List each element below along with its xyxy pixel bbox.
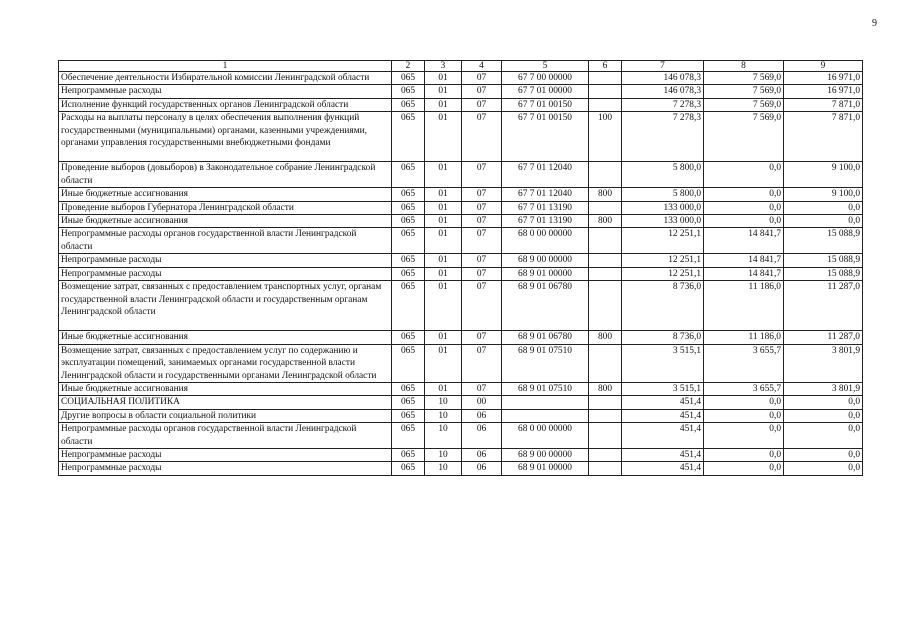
- cell-amount-col7: 133 000,0: [622, 201, 704, 214]
- cell-subsection: 07: [462, 228, 502, 254]
- budget-table: [58, 60, 863, 476]
- cell-section: 01: [425, 201, 462, 214]
- table-row: [59, 112, 863, 162]
- cell-amount-col9: 15 088,9: [784, 254, 863, 267]
- cell-amount-col8: 0,0: [704, 423, 784, 449]
- cell-expense-type: [589, 162, 622, 188]
- cell-subsection: 06: [462, 462, 502, 475]
- cell-expense-type: [589, 228, 622, 254]
- cell-admin-code: 065: [392, 254, 425, 267]
- cell-expense-type: [589, 344, 622, 382]
- cell-section: 01: [425, 112, 462, 162]
- row-name: Возмещение затрат, связанных с предоставлением услуг по содержанию и эксплуатации помещений, занимаемых органами государственной власти Ленинградской области и государственными органами Ленинградской области: [59, 344, 392, 382]
- table-row: [59, 281, 863, 331]
- row-name: Другие вопросы в области социальной политики: [59, 409, 392, 422]
- cell-amount-col9: 11 287,0: [784, 281, 863, 331]
- cell-subsection: 07: [462, 98, 502, 111]
- cell-subsection: 07: [462, 215, 502, 228]
- cell-amount-col9: 15 088,9: [784, 267, 863, 280]
- cell-amount-col7: 7 278,3: [622, 112, 704, 162]
- table-row: [59, 409, 863, 422]
- row-name: Проведение выборов Губернатора Ленинградской области: [59, 201, 392, 214]
- cell-subsection: 07: [462, 281, 502, 331]
- table-row: [59, 423, 863, 449]
- cell-section: 01: [425, 188, 462, 201]
- cell-amount-col7: 451,4: [622, 409, 704, 422]
- row-name: Обеспечение деятельности Избирательной комиссии Ленинградской области: [59, 72, 392, 85]
- cell-amount-col9: 15 088,9: [784, 228, 863, 254]
- cell-amount-col8: 7 569,0: [704, 98, 784, 111]
- table-row: [59, 254, 863, 267]
- cell-amount-col7: 451,4: [622, 396, 704, 409]
- cell-amount-col9: 0,0: [784, 215, 863, 228]
- col-header-2: 2: [392, 61, 425, 72]
- cell-subsection: 07: [462, 331, 502, 344]
- row-name: Иные бюджетные ассигнования: [59, 331, 392, 344]
- cell-section: 01: [425, 98, 462, 111]
- cell-expense-type: [589, 281, 622, 331]
- cell-amount-col9: 11 287,0: [784, 331, 863, 344]
- cell-expense-type: [589, 396, 622, 409]
- cell-expense-type: [589, 72, 622, 85]
- table-row: [59, 344, 863, 382]
- col-header-9: 9: [784, 61, 863, 72]
- cell-amount-col8: 0,0: [704, 396, 784, 409]
- row-name: Расходы на выплаты персоналу в целях обеспечения выполнения функций государственными (муниципальными) органами, казенными учреждениями, органами управления государственными внебюджетными фондами: [59, 112, 392, 162]
- col-header-6: 6: [589, 61, 622, 72]
- cell-admin-code: 065: [392, 85, 425, 98]
- cell-amount-col8: 14 841,7: [704, 267, 784, 280]
- cell-target-article: 68 9 01 00000: [502, 462, 589, 475]
- table-row: [59, 201, 863, 214]
- cell-target-article: 68 9 00 00000: [502, 254, 589, 267]
- cell-section: 10: [425, 396, 462, 409]
- table-row: [59, 448, 863, 461]
- cell-amount-col7: 12 251,1: [622, 228, 704, 254]
- cell-section: 01: [425, 382, 462, 395]
- row-name: Иные бюджетные ассигнования: [59, 215, 392, 228]
- cell-target-article: 67 7 01 13190: [502, 215, 589, 228]
- cell-admin-code: 065: [392, 344, 425, 382]
- row-name: Возмещение затрат, связанных с предоставлением транспортных услуг, органам государственной власти Ленинградской области и государственным органам Ленинградской области: [59, 281, 392, 331]
- cell-target-article: 67 7 01 00150: [502, 98, 589, 111]
- cell-amount-col9: 7 871,0: [784, 112, 863, 162]
- cell-amount-col7: 12 251,1: [622, 267, 704, 280]
- cell-section: 01: [425, 162, 462, 188]
- cell-expense-type: 800: [589, 188, 622, 201]
- cell-subsection: 07: [462, 201, 502, 214]
- cell-amount-col7: 146 078,3: [622, 85, 704, 98]
- table-row: [59, 396, 863, 409]
- cell-subsection: 06: [462, 409, 502, 422]
- cell-subsection: 06: [462, 423, 502, 449]
- cell-amount-col8: 0,0: [704, 448, 784, 461]
- cell-expense-type: [589, 409, 622, 422]
- col-header-7: 7: [622, 61, 704, 72]
- cell-amount-col7: 8 736,0: [622, 331, 704, 344]
- col-header-5: 5: [502, 61, 589, 72]
- cell-amount-col9: 3 801,9: [784, 382, 863, 395]
- cell-admin-code: 065: [392, 215, 425, 228]
- cell-amount-col9: 0,0: [784, 201, 863, 214]
- cell-subsection: 07: [462, 162, 502, 188]
- cell-subsection: 07: [462, 254, 502, 267]
- table-row: [59, 188, 863, 201]
- cell-expense-type: [589, 267, 622, 280]
- row-name: СОЦИАЛЬНАЯ ПОЛИТИКА: [59, 396, 392, 409]
- table-row: [59, 462, 863, 475]
- cell-amount-col8: 0,0: [704, 462, 784, 475]
- cell-amount-col7: 3 515,1: [622, 382, 704, 395]
- cell-target-article: 67 7 00 00000: [502, 72, 589, 85]
- cell-target-article: 68 0 00 00000: [502, 228, 589, 254]
- row-name: Иные бюджетные ассигнования: [59, 188, 392, 201]
- row-name: Непрограммные расходы: [59, 85, 392, 98]
- cell-target-article: 68 9 00 00000: [502, 448, 589, 461]
- header-row: [59, 61, 863, 72]
- cell-expense-type: [589, 254, 622, 267]
- cell-amount-col9: 9 100,0: [784, 162, 863, 188]
- cell-section: 10: [425, 448, 462, 461]
- cell-target-article: 67 7 01 00150: [502, 112, 589, 162]
- cell-expense-type: [589, 423, 622, 449]
- cell-admin-code: 065: [392, 396, 425, 409]
- cell-amount-col9: 0,0: [784, 448, 863, 461]
- cell-expense-type: 800: [589, 331, 622, 344]
- cell-target-article: 67 7 01 13190: [502, 201, 589, 214]
- cell-subsection: 00: [462, 396, 502, 409]
- cell-subsection: 07: [462, 267, 502, 280]
- row-name: Непрограммные расходы: [59, 448, 392, 461]
- cell-amount-col7: 146 078,3: [622, 72, 704, 85]
- table-row: [59, 98, 863, 111]
- cell-admin-code: 065: [392, 188, 425, 201]
- cell-expense-type: [589, 85, 622, 98]
- cell-target-article: 68 9 01 07510: [502, 344, 589, 382]
- col-header-8: 8: [704, 61, 784, 72]
- row-name: Непрограммные расходы: [59, 254, 392, 267]
- cell-amount-col8: 0,0: [704, 215, 784, 228]
- cell-amount-col8: 11 186,0: [704, 331, 784, 344]
- cell-target-article: 67 7 01 12040: [502, 162, 589, 188]
- row-name: Непрограммные расходы органов государственной власти Ленинградской области: [59, 228, 392, 254]
- cell-amount-col8: 3 655,7: [704, 344, 784, 382]
- col-header-4: 4: [462, 61, 502, 72]
- cell-amount-col9: 0,0: [784, 462, 863, 475]
- cell-section: 01: [425, 344, 462, 382]
- cell-admin-code: 065: [392, 423, 425, 449]
- cell-amount-col8: 3 655,7: [704, 382, 784, 395]
- table-body: [59, 72, 863, 476]
- cell-target-article: 68 0 00 00000: [502, 423, 589, 449]
- cell-amount-col7: 451,4: [622, 423, 704, 449]
- table-row: [59, 382, 863, 395]
- cell-subsection: 07: [462, 382, 502, 395]
- table-row: [59, 85, 863, 98]
- cell-admin-code: 065: [392, 112, 425, 162]
- cell-expense-type: [589, 462, 622, 475]
- cell-section: 01: [425, 215, 462, 228]
- cell-section: 01: [425, 331, 462, 344]
- row-name: Непрограммные расходы: [59, 267, 392, 280]
- cell-subsection: 07: [462, 344, 502, 382]
- cell-target-article: 67 7 01 12040: [502, 188, 589, 201]
- cell-section: 10: [425, 423, 462, 449]
- col-header-1: 1: [59, 61, 392, 72]
- cell-subsection: 07: [462, 85, 502, 98]
- page-number: 9: [872, 18, 877, 29]
- cell-amount-col9: 7 871,0: [784, 98, 863, 111]
- cell-amount-col9: 0,0: [784, 409, 863, 422]
- cell-section: 01: [425, 254, 462, 267]
- cell-section: 10: [425, 462, 462, 475]
- cell-amount-col8: 0,0: [704, 409, 784, 422]
- cell-target-article: 68 9 01 00000: [502, 267, 589, 280]
- cell-section: 01: [425, 85, 462, 98]
- cell-subsection: 07: [462, 72, 502, 85]
- table-row: [59, 228, 863, 254]
- cell-admin-code: 065: [392, 267, 425, 280]
- cell-admin-code: 065: [392, 462, 425, 475]
- cell-amount-col9: 0,0: [784, 423, 863, 449]
- row-name: Непрограммные расходы органов государственной власти Ленинградской области: [59, 423, 392, 449]
- cell-amount-col9: 16 971,0: [784, 72, 863, 85]
- cell-target-article: 67 7 01 00000: [502, 85, 589, 98]
- cell-admin-code: 065: [392, 98, 425, 111]
- cell-amount-col8: 7 569,0: [704, 112, 784, 162]
- cell-section: 10: [425, 409, 462, 422]
- cell-amount-col8: 7 569,0: [704, 72, 784, 85]
- cell-expense-type: [589, 201, 622, 214]
- cell-section: 01: [425, 228, 462, 254]
- cell-amount-col8: 0,0: [704, 188, 784, 201]
- row-name: Исполнение функций государственных органов Ленинградской области: [59, 98, 392, 111]
- cell-target-article: 68 9 01 06780: [502, 331, 589, 344]
- cell-amount-col7: 451,4: [622, 462, 704, 475]
- cell-expense-type: 800: [589, 382, 622, 395]
- cell-admin-code: 065: [392, 72, 425, 85]
- cell-subsection: 07: [462, 188, 502, 201]
- cell-amount-col9: 0,0: [784, 396, 863, 409]
- col-header-3: 3: [425, 61, 462, 72]
- cell-admin-code: 065: [392, 382, 425, 395]
- cell-amount-col8: 0,0: [704, 201, 784, 214]
- table-row: [59, 267, 863, 280]
- cell-expense-type: 800: [589, 215, 622, 228]
- table-row: [59, 162, 863, 188]
- cell-amount-col9: 16 971,0: [784, 85, 863, 98]
- cell-amount-col7: 133 000,0: [622, 215, 704, 228]
- cell-amount-col7: 451,4: [622, 448, 704, 461]
- cell-admin-code: 065: [392, 201, 425, 214]
- cell-amount-col7: 3 515,1: [622, 344, 704, 382]
- cell-subsection: 07: [462, 112, 502, 162]
- row-name: Непрограммные расходы: [59, 462, 392, 475]
- cell-section: 01: [425, 267, 462, 280]
- table-row: [59, 331, 863, 344]
- cell-subsection: 06: [462, 448, 502, 461]
- row-name: Проведение выборов (довыборов) в Законодательное собрание Ленинградской области: [59, 162, 392, 188]
- cell-amount-col8: 0,0: [704, 162, 784, 188]
- cell-admin-code: 065: [392, 162, 425, 188]
- cell-amount-col9: 9 100,0: [784, 188, 863, 201]
- cell-amount-col8: 14 841,7: [704, 228, 784, 254]
- cell-admin-code: 065: [392, 448, 425, 461]
- cell-amount-col7: 12 251,1: [622, 254, 704, 267]
- cell-amount-col7: 7 278,3: [622, 98, 704, 111]
- cell-admin-code: 065: [392, 228, 425, 254]
- row-name: Иные бюджетные ассигнования: [59, 382, 392, 395]
- cell-target-article: [502, 396, 589, 409]
- cell-amount-col7: 5 800,0: [622, 162, 704, 188]
- cell-amount-col8: 14 841,7: [704, 254, 784, 267]
- cell-section: 01: [425, 281, 462, 331]
- cell-admin-code: 065: [392, 409, 425, 422]
- cell-section: 01: [425, 72, 462, 85]
- table-row: [59, 215, 863, 228]
- cell-admin-code: 065: [392, 281, 425, 331]
- cell-amount-col8: 7 569,0: [704, 85, 784, 98]
- cell-expense-type: [589, 448, 622, 461]
- cell-expense-type: 100: [589, 112, 622, 162]
- cell-amount-col8: 11 186,0: [704, 281, 784, 331]
- cell-target-article: 68 9 01 06780: [502, 281, 589, 331]
- cell-admin-code: 065: [392, 331, 425, 344]
- cell-amount-col7: 5 800,0: [622, 188, 704, 201]
- cell-expense-type: [589, 98, 622, 111]
- table-row: [59, 72, 863, 85]
- cell-target-article: 68 9 01 07510: [502, 382, 589, 395]
- cell-amount-col7: 8 736,0: [622, 281, 704, 331]
- cell-amount-col9: 3 801,9: [784, 344, 863, 382]
- cell-target-article: [502, 409, 589, 422]
